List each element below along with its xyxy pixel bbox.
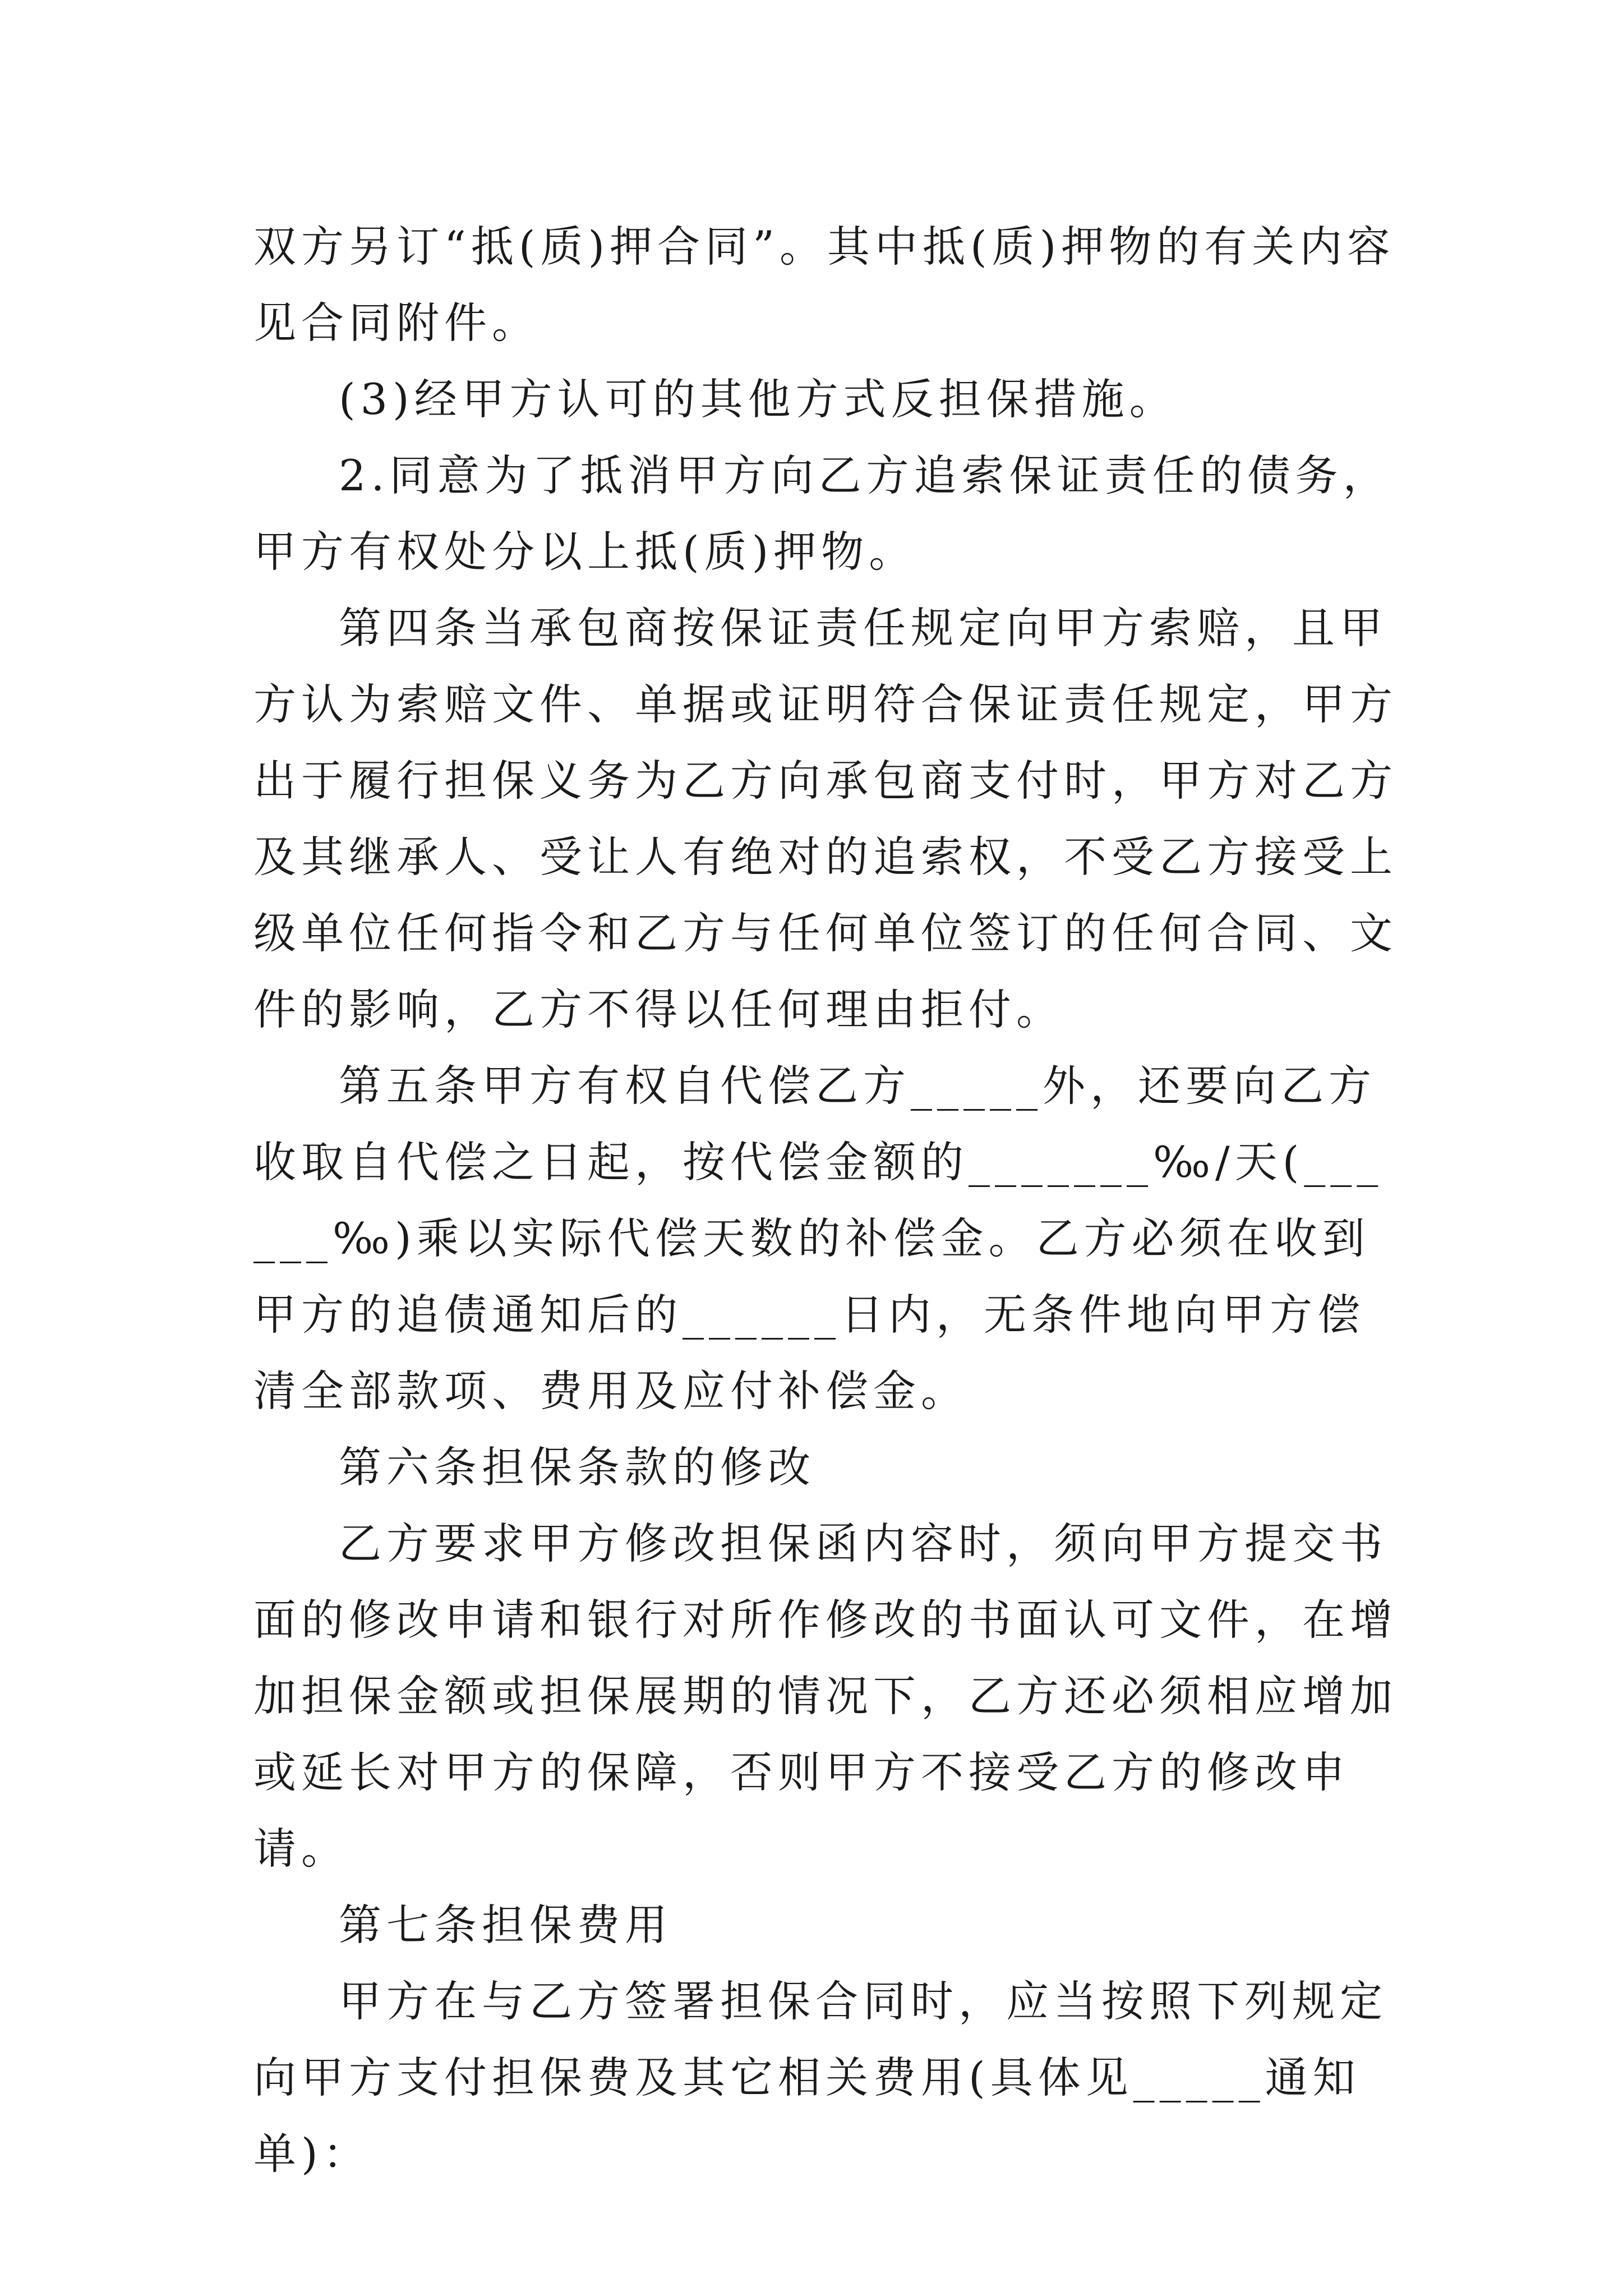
paragraph-article-7-body: 甲方在与乙方签署担保合同时，应当按照下列规定向甲方支付担保费及其它相关费用(具体见_____通知单)：	[253, 1976, 1387, 2179]
heading-article-7: 第七条担保费用	[339, 1900, 672, 1950]
heading-article-6: 第六条担保条款的修改	[339, 1442, 815, 1492]
paragraph-pledge-contract: 双方另订“抵(质)押合同”。其中抵(质)押物的有关内容见合同附件。	[253, 222, 1395, 348]
paragraph-article-4: 第四条当承包商按保证责任规定向甲方索赔，且甲方认为索赔文件、单据或证明符合保证责任规定，甲方出于履行担保义务为乙方向承包商支付时，甲方对乙方及其继承人、受让人有绝对的追索权，不受乙方接受上级单位任何指令和乙方与任何单位签订的任何合同、文件的影响，乙方不得以任何理由拒付。	[253, 603, 1398, 1034]
paragraph-article-6-body: 乙方要求甲方修改担保函内容时，须向甲方提交书面的修改申请和银行对所作修改的书面认可文件，在增加担保金额或担保展期的情况下，乙方还必须相应增加或延长对甲方的保障，否则甲方不接受乙方的修改申请。	[253, 1519, 1398, 1874]
paragraph-other-measures: (3)经甲方认可的其他方式反担保措施。	[339, 374, 1177, 424]
paragraph-article-5: 第五条甲方有权自代偿乙方_____外，还要向乙方收取自代偿之日起，按代偿金额的_______‰/天(______‰)乘以实际代偿天数的补偿金。乙方必须在收到甲方的追债通知后的______日内，无条件地向甲方偿清全部款项、费用及应付补偿金。	[253, 1061, 1384, 1416]
document-body	[253, 209, 1398, 2192]
paragraph-disposal-right: 2.同意为了抵消甲方向乙方追索保证责任的债务，甲方有权处分以上抵(质)押物。	[253, 450, 1391, 577]
